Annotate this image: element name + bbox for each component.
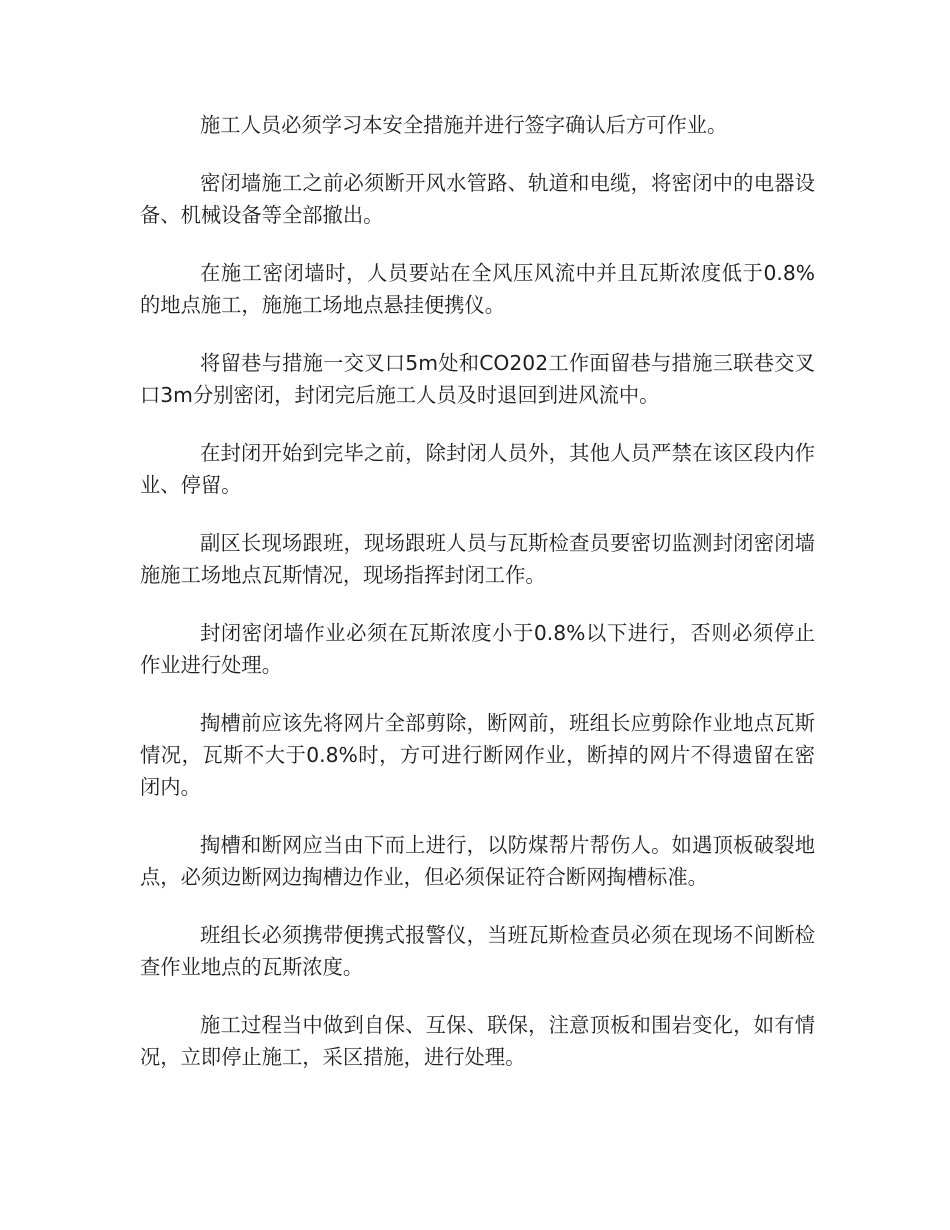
paragraph-5: 在封闭开始到完毕之前，除封闭人员外，其他人员严禁在该区段内作业、停留。 [140, 441, 815, 497]
document-body [140, 109, 815, 1099]
paragraph-7: 封闭密闭墙作业必须在瓦斯浓度小于0.8%以下进行，否则必须停止作业进行处理。 [140, 621, 815, 677]
paragraph-4: 将留巷与措施一交叉口5m处和CO202工作面留巷与措施三联巷交叉口3m分别密闭，封闭完后施工人员及时退回到进风流中。 [140, 351, 815, 407]
paragraph-6: 副区长现场跟班，现场跟班人员与瓦斯检查员要密切监测封闭密闭墙施施工场地点瓦斯情况，现场指挥封闭工作。 [140, 531, 815, 587]
paragraph-3: 在施工密闭墙时，人员要站在全风压风流中并且瓦斯浓度低于0.8%的地点施工，施施工场地点悬挂便携仪。 [140, 261, 815, 317]
paragraph-9: 掏槽和断网应当由下而上进行，以防煤帮片帮伤人。如遇顶板破裂地点，必须边断网边掏槽边作业，但必须保证符合断网掏槽标准。 [140, 833, 815, 889]
paragraph-2: 密闭墙施工之前必须断开风水管路、轨道和电缆，将密闭中的电器设备、机械设备等全部撤出。 [140, 171, 815, 227]
paragraph-11: 施工过程当中做到自保、互保、联保，注意顶板和围岩变化，如有情况，立即停止施工，采区措施，进行处理。 [140, 1013, 815, 1069]
paragraph-8: 掏槽前应该先将网片全部剪除，断网前，班组长应剪除作业地点瓦斯情况，瓦斯不大于0.8%时，方可进行断网作业，断掉的网片不得遗留在密闭内。 [140, 711, 815, 799]
paragraph-10: 班组长必须携带便携式报警仪，当班瓦斯检查员必须在现场不间断检查作业地点的瓦斯浓度。 [140, 923, 815, 979]
paragraph-1: 施工人员必须学习本安全措施并进行签字确认后方可作业。 [200, 113, 728, 137]
